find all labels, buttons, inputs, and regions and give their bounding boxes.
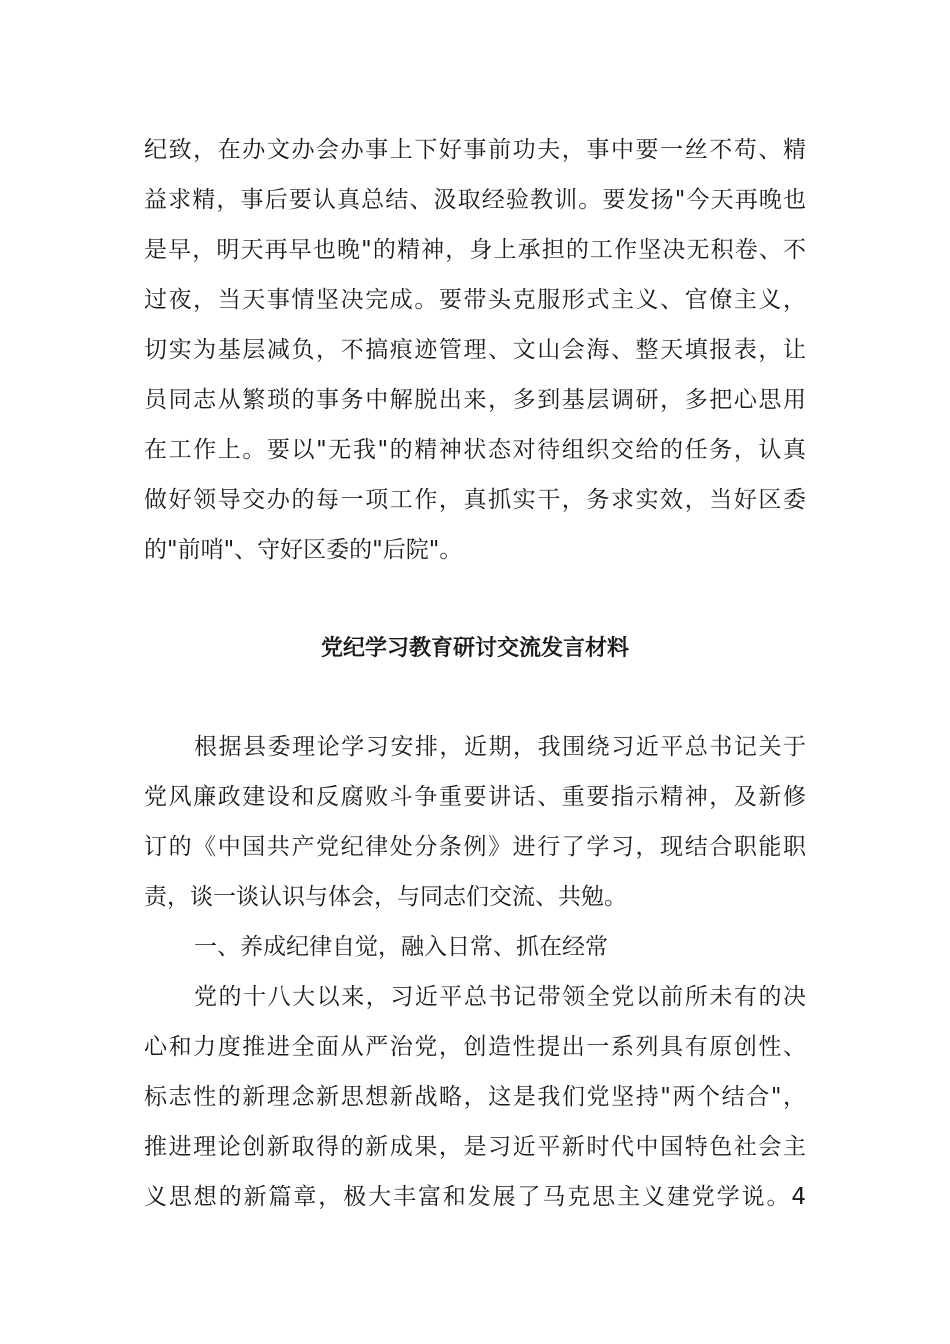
body-text-line: 员同志从繁琐的事务中解脱出来，多到基层调研，多把心思用 — [144, 387, 806, 413]
body-text-line: 责，谈一谈认识与体会，与同志们交流、共勉。 — [144, 884, 627, 910]
body-text-line: 党的十八大以来，习近平总书记带领全党以前所未有的决 — [194, 984, 806, 1010]
body-text-line: 在工作上。要以"无我"的精神状态对待组织交给的任务，认真 — [144, 437, 806, 463]
body-text-line: 标志性的新理念新思想新战略，这是我们党坚持"两个结合"， — [144, 1084, 806, 1110]
article-title: 党纪学习教育研讨交流发言材料 — [320, 636, 629, 661]
body-text-line: 切实为基层减负，不搞痕迹管理、文山会海、整天填报表，让 — [144, 337, 806, 363]
body-text-line: 义思想的新篇章，极大丰富和发展了马克思主义建党学说。4 — [144, 1184, 806, 1210]
body-text-line: 益求精，事后要认真总结、汲取经验教训。要发扬"今天再晚也 — [144, 187, 806, 213]
body-text-line: 党风廉政建设和反腐败斗争重要讲话、重要指示精神，及新修 — [144, 784, 806, 810]
body-text-line: 根据县委理论学习安排，近期，我围绕习近平总书记关于 — [194, 734, 806, 760]
body-text-line: 过夜，当天事情坚决完成。要带头克服形式主义、官僚主义， — [144, 287, 806, 313]
body-text-line: 的"前哨"、守好区委的"后院"。 — [144, 537, 463, 563]
body-text-line: 推进理论创新取得的新成果，是习近平新时代中国特色社会主 — [144, 1134, 806, 1160]
body-text-line: 订的《中国共产党纪律处分条例》进行了学习，现结合职能职 — [144, 834, 806, 860]
body-text-line: 是早，明天再早也晚"的精神，身上承担的工作坚决无积卷、不 — [144, 237, 806, 263]
section-heading: 一、养成纪律自觉，融入日常、抓在经常 — [194, 934, 608, 960]
body-text-line: 心和力度推进全面从严治党，创造性提出一系列具有原创性、 — [144, 1034, 806, 1060]
body-text-line: 纪致，在办文办会办事上下好事前功夫，事中要一丝不苟、精 — [144, 137, 806, 163]
body-text-line: 做好领导交办的每一项工作，真抓实干，务求实效，当好区委 — [144, 487, 806, 513]
